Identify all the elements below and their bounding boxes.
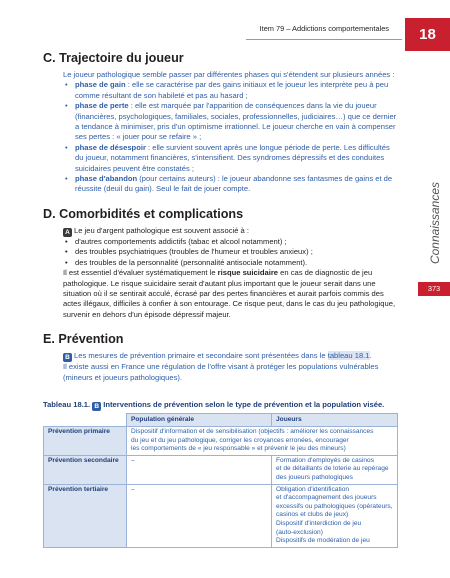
list-item: • des troubles psychiatriques (troubles de l'humeur et troubles anxieux) ; [63,247,397,257]
regulation-paragraph: Il existe aussi en France une régulation de l'offre visant à protéger les populations vulnérables (mineurs et joueurs pathologiques). [63,362,379,382]
header-rule [246,39,402,40]
section-title: D. Comorbidités et complications [43,206,244,221]
list-item: • des troubles de la personnalité (personnalité antisociale notamment). [63,258,397,268]
main-content [43,50,397,383]
level-badge: B [92,402,101,411]
comorbidity-list [63,237,397,268]
section-title: C. Trajectoire du joueur [43,51,184,65]
list-item: • phase d'abandon (pour certains auteurs) : le joueur abandonne ses fantasmes de gains et de réussite (deuil du gain). Seul le fait de jouer compte. [63,174,397,195]
table-cell: Obligation d'identification et d'accompagnement des joueurs excessifs ou pathologiques (opérateurs, casinos et clubs de jeux) Dispositif d'interdiction de jeu (auto-exclusion) Dispositifs de modération de jeu [272,484,398,547]
section-trajectoire [43,51,397,195]
row-header: Prévention primaire [44,427,127,456]
section-intro: Le joueur pathologique semble passer par différentes phases qui s'étendent sur plusieurs années : [63,70,395,79]
column-header: Joueurs [272,414,398,427]
section-intro: A Le jeu d'argent pathologique est souvent associé à : [63,226,397,237]
page-number: 373 [418,282,450,296]
section-prevention [43,332,397,383]
side-label: Connaissances [428,181,442,265]
table-row [44,455,398,484]
running-title: Item 79 – Addictions comportementales [259,24,389,33]
table-caption: Tableau 18.1. B Interventions de prévention selon le type de prévention et la population visée. [43,400,385,410]
prevention-paragraph: B Les mesures de prévention primaire et secondaire sont présentées dans le tableau 18.1. [63,351,397,362]
column-header: Population générale [127,414,272,427]
phase-list [63,80,397,194]
table-row [44,484,398,547]
section-comorbidites [43,207,397,320]
section-title: E. Prévention [43,332,124,347]
suicide-risk-paragraph: Il est essentiel d'évaluer systématiquement le risque suicidaire en cas de diagnostic de jeu pathologique. Le risque suicidaire serait d'autant plus important que le joueur serait dans une situation où il se sentirait acculé, écrasé par des pertes financières et aurait parfois commis des actes illégaux, difficiles à confier à son entourage. Ce risque peut, dans le cas du jeu pathologique, survenir en dehors d'un épisode dépressif majeur. [63,268,396,319]
row-header: Prévention tertiaire [44,484,127,547]
table-reference-link[interactable]: tableau 18.1 [327,351,370,361]
level-badge: B [63,353,72,362]
list-item: • d'autres comportements addictifs (tabac et alcool notamment) ; [63,237,397,247]
table-cell: Formation d'employés de casinos et de détaillants de loterie au repérage des joueurs pathologiques [272,455,398,484]
chapter-number: 18 [405,18,450,51]
row-header: Prévention secondaire [44,455,127,484]
list-item: • phase de gain : elle se caractérise par des gains initiaux et le joueur les interprète peu à peu comme résultant de son habileté et pas au hasard ; [63,80,397,101]
list-item: • phase de perte : elle est marquée par l'apparition de conséquences dans la vie du joueur (financières, psychologiques, familiales, sociales, professionnelles, judiciaires…) que ce dernier a tendance à minimiser, pris d'un optimisme irrationnel. Le joueur cherche en vain à compenser ses pertes : « jouer pour se refaire » ; [63,101,397,143]
table-cell: – [127,455,272,484]
prevention-table [43,413,398,548]
level-badge: A [63,228,72,237]
list-item: • phase de désespoir : elle survient souvent après une longue période de perte. Les difficultés du joueur, notamment financières, s'intensifient. Des syndromes dépressifs et des conduites suicidaires peuvent être constatés ; [63,143,397,174]
page-header [0,18,450,44]
table-cell: – [127,484,272,547]
table-row [44,427,398,456]
table-cell: Dispositif d'information et de sensibilisation (objectifs : améliorer les connaissances du jeu et du jeu pathologique, corriger les croyances erronées, encourager les comportements de « jeu responsable » et prévenir le jeu des mineurs) [127,427,398,456]
